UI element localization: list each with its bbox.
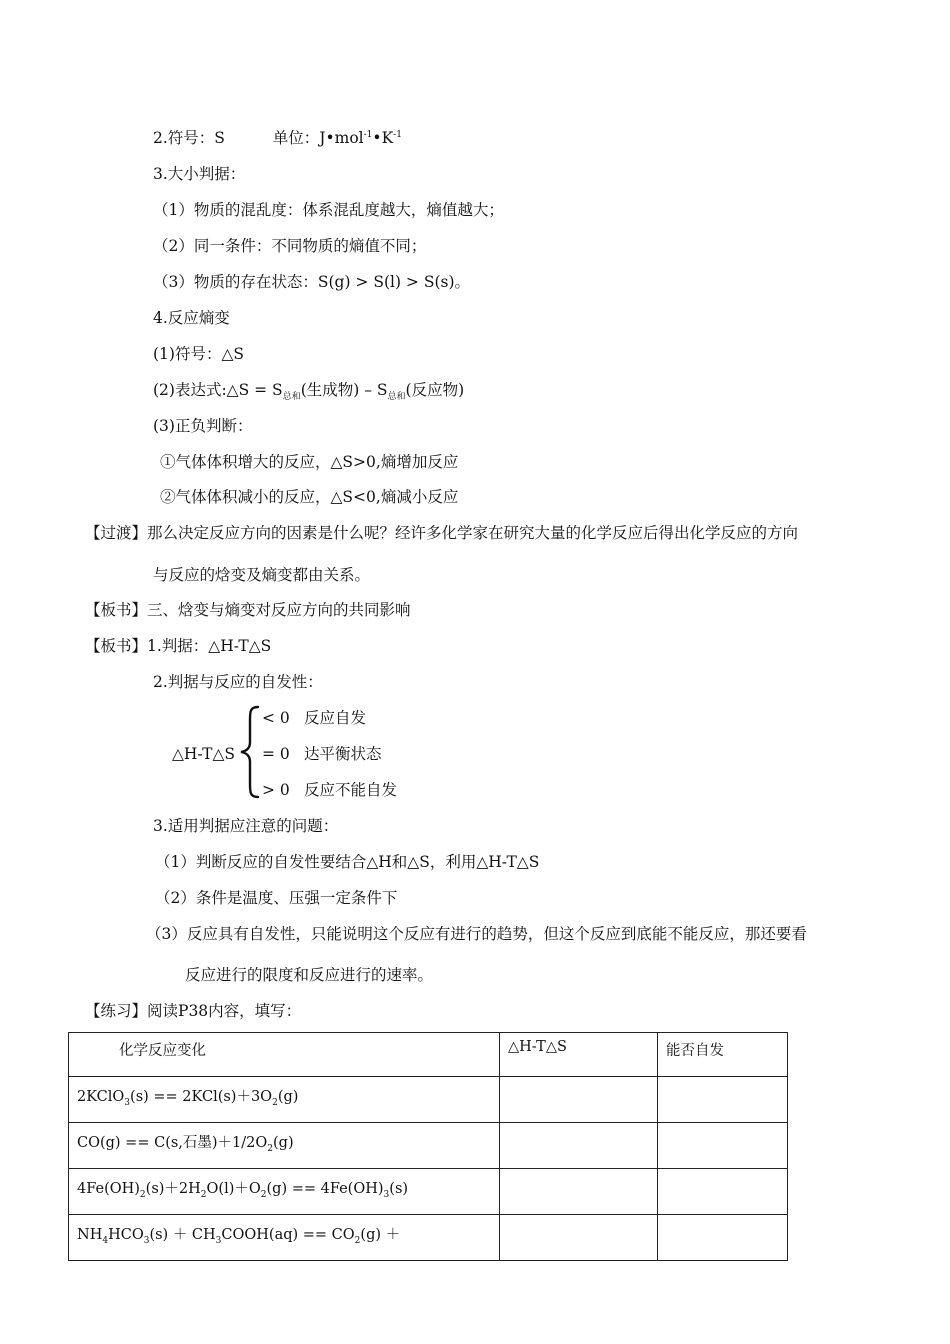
note-2: （2）条件是温度、压强一定条件下 — [155, 889, 398, 907]
symbol-text: 2.符号：S — [153, 129, 225, 147]
transition-line2: 与反应的焓变及熵变都由关系。 — [153, 566, 371, 584]
reaction-cell — [69, 1123, 500, 1169]
reaction-cell — [69, 1169, 500, 1215]
criterion-input-cell[interactable] — [500, 1123, 658, 1169]
reaction-part: (s) — [389, 1181, 409, 1197]
section4-case1: ①气体体积增大的反应，△S>0,熵增加反应 — [160, 453, 459, 471]
table-header-row — [69, 1033, 788, 1077]
reaction-cell — [69, 1077, 500, 1123]
reaction-part: (g) == 4Fe(OH) — [266, 1181, 384, 1197]
reaction-part: (s) ＋ CH — [149, 1227, 216, 1243]
reaction-subscript: 4 — [102, 1235, 109, 1246]
criterion-result: 达平衡状态 — [304, 745, 382, 763]
note-3-line2: 反应进行的限度和反应进行的速率。 — [185, 966, 434, 984]
section4-item2 — [153, 380, 465, 403]
section4-item1: (1)符号：△S — [153, 345, 244, 363]
notes-title: 3.适用判据应注意的问题： — [153, 817, 339, 835]
transition-tag: 【过渡】 — [85, 524, 148, 542]
reaction-subscript: 3 — [124, 1097, 131, 1108]
criterion-sign: < 0 — [262, 709, 290, 727]
table-row — [69, 1169, 788, 1215]
section3-item3: （3）物质的存在状态：S(g) > S(l) > S(s)。 — [153, 273, 471, 291]
board-text: 三、焓变与熵变对反应方向的共同影响 — [147, 601, 411, 619]
criterion-row-zero — [262, 744, 382, 764]
section3-item2: （2）同一条件：不同物质的熵值不同； — [153, 237, 427, 255]
reaction-part: COOH(aq) == CO — [221, 1227, 355, 1243]
reaction-part: (g) — [273, 1135, 294, 1151]
exercise-text: 阅读P38内容，填写： — [147, 1002, 302, 1020]
criterion-input-cell[interactable] — [500, 1215, 658, 1261]
criterion-sign: = 0 — [262, 745, 290, 763]
reaction-part: CO(g) == C(s,石墨)＋1/2O — [77, 1135, 268, 1151]
exercise-heading — [85, 1001, 301, 1021]
exercise-tag: 【练习】 — [85, 1002, 148, 1020]
unit-exponent: -1 — [393, 129, 402, 140]
section4-title: 4.反应熵变 — [153, 309, 230, 327]
entropy-symbol-line — [153, 128, 402, 148]
reaction-part: 2KClO — [77, 1089, 125, 1105]
formula-part: (生成物) – S — [300, 381, 388, 399]
reaction-subscript: 2 — [200, 1189, 207, 1200]
formula-part: (2)表达式:△S = S — [153, 381, 283, 399]
reaction-part: (g) ＋ — [360, 1227, 401, 1243]
reaction-subscript: 3 — [383, 1189, 390, 1200]
reaction-part: O(l)＋O — [206, 1181, 261, 1197]
reaction-subscript: 2 — [272, 1097, 278, 1108]
unit-label: 单位：J•mol — [272, 129, 364, 147]
table-row — [69, 1077, 788, 1123]
section3-item1: （1）物质的混乱度：体系混乱度越大，熵值越大； — [153, 201, 504, 219]
criterion-spontaneity-title: 2.判据与反应的自发性： — [153, 673, 323, 691]
unit-exponent: -1 — [363, 129, 373, 140]
formula-subscript: 总和 — [387, 392, 406, 403]
criterion-line — [85, 636, 271, 656]
spontaneous-input-cell[interactable] — [658, 1169, 788, 1215]
reaction-part: (s)＋2H — [145, 1181, 201, 1197]
table-row — [69, 1123, 788, 1169]
criterion-expression: △H-T△S — [172, 745, 235, 763]
note-1: （1）判断反应的自发性要结合△H和△S，利用△H-T△S — [155, 853, 540, 871]
reaction-part: 4Fe(OH) — [77, 1181, 140, 1197]
reaction-part: NH — [77, 1227, 103, 1243]
note-3-line1: （3）反应具有自发性，只能说明这个反应有进行的趋势，但这个反应到底能不能反应，那还要看 — [146, 925, 807, 943]
header-spontaneous: 能否自发 — [658, 1033, 788, 1077]
board-tag: 【板书】 — [85, 637, 148, 655]
reaction-part: HCO — [108, 1227, 144, 1243]
section4-item3: (3)正负判断： — [153, 417, 253, 435]
formula-part: (反应物) — [405, 381, 465, 399]
reaction-subscript: 3 — [143, 1235, 150, 1246]
header-criterion: △H-T△S — [500, 1033, 658, 1077]
reaction-part: (g) — [277, 1089, 299, 1105]
unit-kelvin: •K — [372, 129, 394, 147]
transition-text: 那么决定反应方向的因素是什么呢？经许多化学家在研究大量的化学反应后得出化学反应的方向 — [147, 524, 799, 542]
reaction-cell — [69, 1215, 500, 1261]
curly-brace-icon — [238, 704, 262, 800]
reaction-part: (s) == 2KCl(s)＋3O — [130, 1089, 273, 1105]
header-reaction: 化学反应变化 — [69, 1033, 500, 1077]
criterion-row-negative — [262, 708, 366, 728]
reaction-subscript: 3 — [215, 1235, 222, 1246]
exercise-table — [68, 1032, 788, 1261]
reaction-subscript: 2 — [260, 1189, 267, 1200]
section3-title: 3.大小判据： — [153, 165, 246, 183]
section4-case2: ②气体体积减小的反应，△S<0,熵减小反应 — [160, 488, 459, 506]
reaction-subscript: 2 — [354, 1235, 361, 1246]
reaction-subscript: 2 — [139, 1189, 146, 1200]
board-heading — [85, 600, 411, 620]
criterion-sign: > 0 — [262, 781, 290, 799]
criterion-result: 反应自发 — [304, 709, 367, 727]
board-tag: 【板书】 — [85, 601, 148, 619]
criterion-result: 反应不能自发 — [304, 781, 398, 799]
criterion-input-cell[interactable] — [500, 1077, 658, 1123]
reaction-subscript: 2 — [267, 1143, 274, 1154]
board-text: 1.判据：△H-T△S — [147, 637, 272, 655]
formula-subscript: 总和 — [282, 392, 301, 403]
spontaneous-input-cell[interactable] — [658, 1123, 788, 1169]
spontaneous-input-cell[interactable] — [658, 1077, 788, 1123]
table-row — [69, 1215, 788, 1261]
criterion-row-positive — [262, 780, 397, 800]
transition-line1 — [85, 523, 798, 543]
criterion-input-cell[interactable] — [500, 1169, 658, 1215]
spontaneous-input-cell[interactable] — [658, 1215, 788, 1261]
